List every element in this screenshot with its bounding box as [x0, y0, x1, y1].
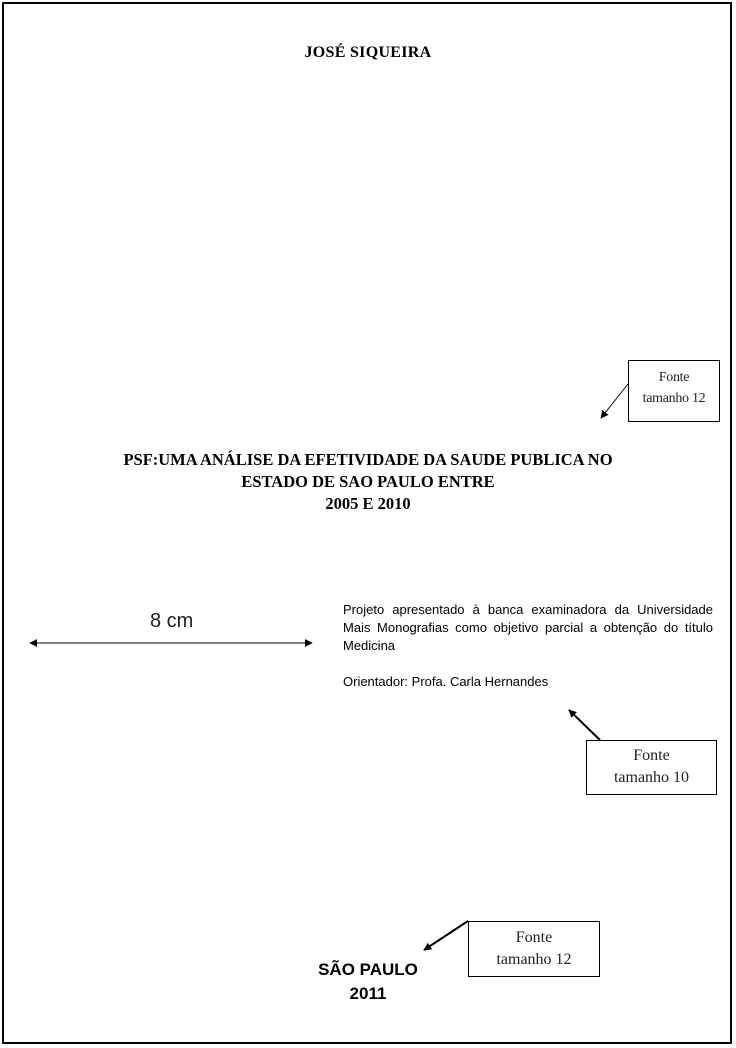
- footer-font-callout: [468, 921, 600, 977]
- callout-label: Fonte: [658, 370, 690, 385]
- footer-year: 2011: [349, 984, 387, 1003]
- callout-size: tamanho 12: [642, 391, 706, 406]
- title-font-callout: [628, 360, 720, 422]
- footer-city: SÃO PAULO: [318, 960, 418, 979]
- callout-label: Fonte: [515, 929, 553, 946]
- advisor-line: Orientador: Profa. Carla Hernandes: [343, 674, 549, 689]
- footer-city-year: [268, 958, 468, 1006]
- abstract-block: [343, 601, 713, 691]
- document-title: [40, 449, 696, 515]
- callout-size: tamanho 12: [496, 951, 572, 968]
- callout-label: Fonte: [633, 747, 670, 764]
- title-line-1: PSF:UMA ANÁLISE DA EFETIVIDADE DA SAUDE PUBLICA NO: [123, 450, 613, 469]
- title-line-2: ESTADO DE SAO PAULO ENTRE: [241, 472, 495, 491]
- document-page: [2, 2, 732, 1044]
- abstract-font-callout: [586, 740, 717, 795]
- margin-width-label: 8 cm: [150, 610, 194, 632]
- callout-size: tamanho 10: [613, 769, 690, 786]
- author-name: JOSÉ SIQUEIRA: [304, 44, 432, 61]
- abstract-text: Projeto apresentado à banca examinadora da Universidade Mais Monografias como objetivo parcial a obtenção do título Medicina: [343, 602, 713, 653]
- title-line-3: 2005 E 2010: [325, 494, 411, 513]
